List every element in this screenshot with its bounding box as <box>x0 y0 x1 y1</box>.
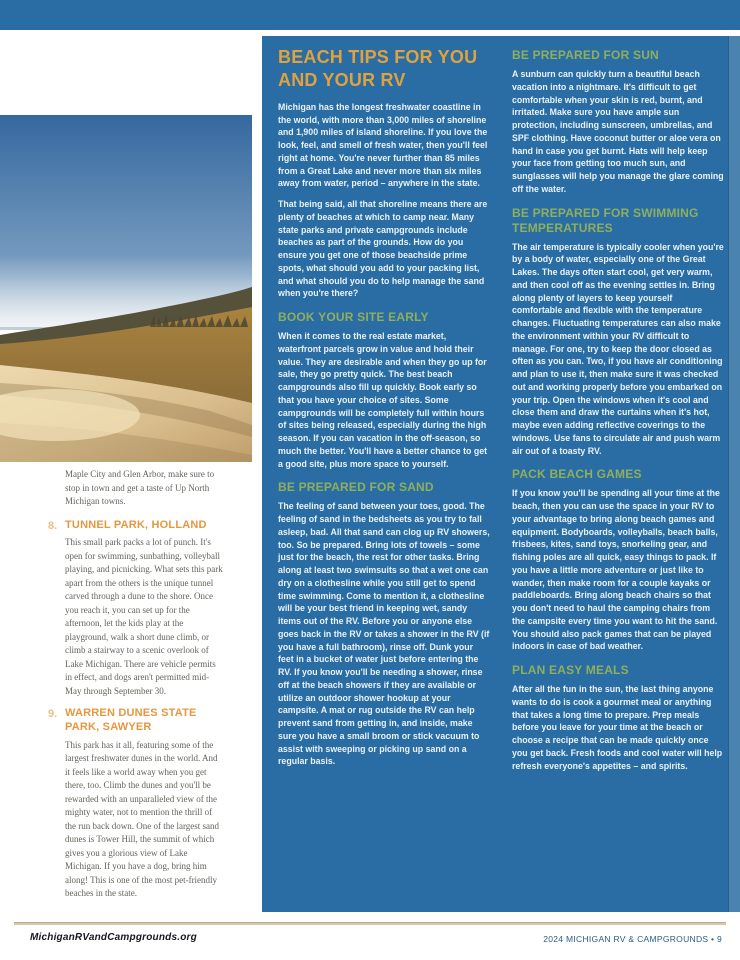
park-item-8 <box>48 519 224 699</box>
section-heading: BE PREPARED FOR SAND <box>278 480 434 495</box>
section-heading: BE PREPARED FOR SUN <box>512 48 659 62</box>
section-body: If you know you'll be spending all your time at the beach, then you can use the space in your RV to your advantage to bring along beach games and equipment. Bodyboards, volleyballs, beach balls, frisbees, kites, sand toys, snorkeling gear, and fishing poles are all quick, easy things to pack. If you have a little more adventure or just like to wander, then make room for a couple kayaks or paddleboards. Bring along beach chairs so that you don't need to haul the camping chairs from the campsite every time you want to hit the sand. You should also pack games that can be played indoors in case of bad weather. <box>512 488 720 652</box>
section-body: A sunburn can quickly turn a beautiful beach vacation into a nightmare. It's difficult to get comfortable when your skin is red, burnt, and irritated. Make sure you have ample sun protection, including sunscreen, umbrellas, and SPF clothing. Have coconut butter or aloe vera on hand in case you get burnt. Hats will help keep your face from getting too much sun, and sunglasses will help you manage the glare coming off the water. <box>512 69 724 194</box>
section-body: The air temperature is typically cooler when you're by a body of water, especially one of the Great Lakes. The days often start cool, get very warm, and then cool off as the evening settles in. Bring along plenty of layers to keep yourself comfortable and flexible with the temperature changes. Fluctuating temperatures can also make the environment within your RV difficult to manage. For one, try to keep the door closed as often as you can. Two, if you have air conditioning and plan to use it, then make sure it was checked out and working properly before you embarked on your trip. Open the windows when it's cool and close them and draw the curtains when it's hot, maybe even adding reflective coverings to the windows. Use fans to circulate air and push warm air out of a toasty RV. <box>512 241 724 456</box>
section-heading: BOOK YOUR SITE EARLY <box>278 310 429 325</box>
section-heading: PACK BEACH GAMES <box>512 467 642 482</box>
beach-dune-photo <box>0 115 252 462</box>
park-title: WARREN DUNES STATE PARK, SAWYER <box>65 707 197 733</box>
park-body: This small park packs a lot of punch. It's open for swimming, sunbathing, volleyball playing, and picnicking. What sets this park apart from the others is the unique tunnel carved through a dune to the shore. Once you reach it, you can set up for the afternoon, let the kids play at the playground, walk a short dune climb, or climb a stairway to a scenic overlook of Lake Michigan. There are vehicle permits in effect, and dogs aren't permitted mid-May through September 30. <box>65 537 223 696</box>
panel-right-column <box>512 46 724 902</box>
left-column <box>48 468 224 910</box>
park-number: 8. <box>48 519 58 532</box>
footer-divider <box>14 922 726 925</box>
park-title: TUNNEL PARK, HOLLAND <box>65 518 207 531</box>
left-intro-paragraph: Maple City and Glen Arbor, make sure to stop in town and get a taste of Up North Michigan towns. <box>65 469 215 506</box>
intro-paragraph: That being said, all that shoreline means there are plenty of beaches at which to camp near. Many state parks and private campgrounds include beaches as part of the grounds. How do you ensure you get one of those beachside prime spots, what should you add to your packing list, and what should you do to help manage the sand when you're there? <box>278 199 488 299</box>
section-heading: BE PREPARED FOR SWIMMING TEMPERATURES <box>512 205 699 235</box>
park-content <box>65 519 224 699</box>
section-heading: PLAN EASY MEALS <box>512 663 629 677</box>
park-number: 9. <box>48 708 58 721</box>
panel-middle-column <box>278 46 490 902</box>
footer-page-number: 2024 MICHIGAN RV & CAMPGROUNDS • 9 <box>543 934 722 944</box>
park-content <box>65 707 224 901</box>
section-body: After all the fun in the sun, the last thing anyone wants to do is cook a gourmet meal or anything that takes a long time to prepare. Prep meals before you leave for your time at the beach or choose a recipe that can be made quickly once you get back. Fresh foods and cool water will help refresh everyone's appetites – and spirits. <box>512 684 723 771</box>
top-accent-bar <box>0 0 740 30</box>
article-title: BEACH TIPS FOR YOU AND YOUR RV <box>278 47 478 91</box>
section-body: The feeling of sand between your toes, good. The feeling of sand in the bedsheets as you try to fall asleep, bad. All that sand can clog up RV showers, too. So be prepared. Bring lots of towels – some just for the beach, the rest for other tasks. Bring along at least two swimsuits so that a wet one can dry on a clothesline while you still get to spend time swimming. Come to mention it, a clothesline will be your best friend in keeping wet, sandy items out of the RV. Before you or anyone else goes back in the RV or takes a shower in the RV (if you have a full bathroom), rinse off. Dunk your feet in a bucket of water just before entering the RV. If you know you'll be needing a shower, rinse off at the beach showers if they are available or utilize an outdoor shower hookup at your campsite. A mat or rug outside the RV can help prevent sand from getting in, and inside, make sure you have a small broom or stick vacuum to assist with sweeping or picking up sand on a regular basis. <box>278 501 490 767</box>
intro-paragraph: Michigan has the longest freshwater coastline in the world, with more than 3,000 miles of shoreline and 1,900 miles of island shoreline. If you love the look, feel, and smell of fresh water, then you'll feel right at home. You're never further than 85 miles from a Great Lake and never more than six miles away from water, period – anywhere in the state. <box>278 101 488 189</box>
park-body: This park has it all, featuring some of the largest freshwater dunes in the world. And it feels like a world away when you get there, too. Climb the dunes and you'll be rewarded with an unparalleled view of the mighty water, not to mention the thrill of the run back down. One of the largest sand dunes is Tower Hill, the summit of which gives you a glorious view of Lake Michigan. If you have a dog, bring him along! This is one of the most pet-friendly beaches in the state. <box>65 739 220 899</box>
feature-panel <box>262 36 740 912</box>
beach-photo-frame <box>0 115 252 462</box>
section-body: When it comes to the real estate market, waterfront parcels grow in value and hold their value. They are desirable and when they go up for sale, they go pretty quick. The best beach campgrounds also fill up quickly. Book early so that you have your choice of sites. Some campgrounds will be completely full within hours of sites being released, especially during the high season. If you can vacation in the off-season, so much the better. You'll have a better chance to get a good site, plus more space to yourself. <box>278 331 488 469</box>
footer-website: MichiganRVandCampgrounds.org <box>30 932 197 943</box>
park-item-9 <box>48 707 224 901</box>
